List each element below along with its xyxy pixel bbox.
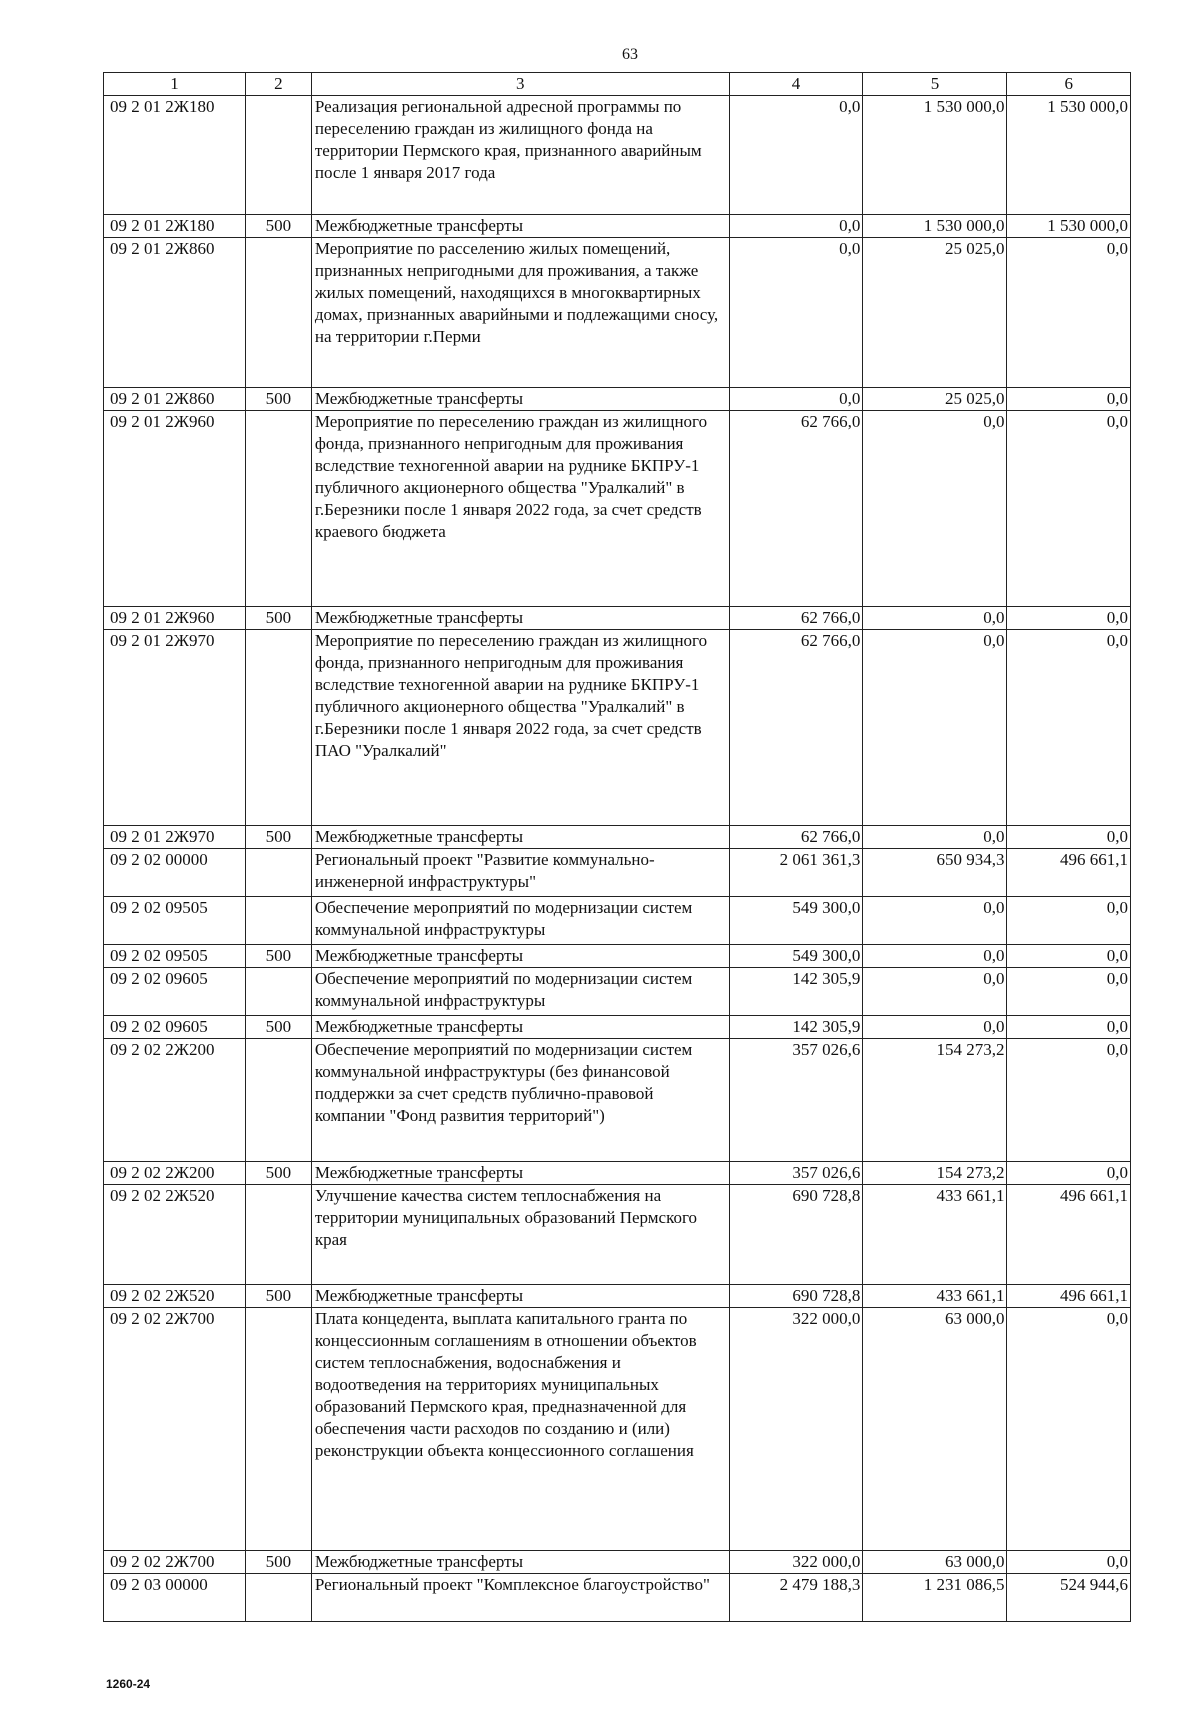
cell-description: Мероприятие по расселению жилых помещений, признанных непригодными для проживания, а также жилых помещений, находящихся в многоквартирных домах, признанных аварийными и подлежащими сносу, на территории г.Перми [311, 238, 729, 388]
cell-amount-col5: 0,0 [863, 968, 1007, 1016]
cell-amount-col5: 0,0 [863, 945, 1007, 968]
cell-amount-col4: 62 766,0 [729, 607, 863, 630]
table-row [104, 968, 1131, 1016]
cell-amount-col6: 0,0 [1007, 968, 1131, 1016]
cell-classification-code: 09 2 02 09605 [104, 1016, 246, 1039]
table-row [104, 1185, 1131, 1285]
header-col-2: 2 [246, 73, 312, 96]
cell-amount-col6: 0,0 [1007, 1551, 1131, 1574]
table-row [104, 1039, 1131, 1162]
page-number: 63 [622, 46, 638, 63]
cell-description: Региональный проект "Развитие коммунально-инженерной инфраструктуры" [311, 849, 729, 897]
cell-classification-code: 09 2 02 09605 [104, 968, 246, 1016]
cell-amount-col6: 496 661,1 [1007, 1185, 1131, 1285]
cell-amount-col5: 0,0 [863, 1016, 1007, 1039]
cell-description: Реализация региональной адресной программы по переселению граждан из жилищного фонда на территории Пермского края, признанного аварийным после 1 января 2017 года [311, 96, 729, 215]
header-col-3: 3 [311, 73, 729, 96]
cell-amount-col6: 524 944,6 [1007, 1574, 1131, 1622]
cell-amount-col4: 62 766,0 [729, 411, 863, 607]
cell-expense-type: 500 [246, 945, 312, 968]
cell-expense-type [246, 96, 312, 215]
cell-classification-code: 09 2 01 2Ж860 [104, 388, 246, 411]
cell-classification-code: 09 2 02 2Ж520 [104, 1185, 246, 1285]
cell-amount-col6: 0,0 [1007, 1162, 1131, 1185]
cell-amount-col5: 0,0 [863, 630, 1007, 826]
cell-expense-type: 500 [246, 1162, 312, 1185]
cell-description: Межбюджетные трансферты [311, 1551, 729, 1574]
cell-amount-col5: 1 231 086,5 [863, 1574, 1007, 1622]
cell-amount-col5: 63 000,0 [863, 1308, 1007, 1551]
cell-amount-col5: 650 934,3 [863, 849, 1007, 897]
cell-amount-col6: 496 661,1 [1007, 849, 1131, 897]
cell-amount-col4: 357 026,6 [729, 1162, 863, 1185]
cell-amount-col6: 0,0 [1007, 238, 1131, 388]
cell-amount-col4: 690 728,8 [729, 1285, 863, 1308]
cell-amount-col5: 0,0 [863, 411, 1007, 607]
cell-amount-col4: 2 061 361,3 [729, 849, 863, 897]
cell-amount-col5: 154 273,2 [863, 1162, 1007, 1185]
header-row [104, 73, 1131, 96]
table-row [104, 1162, 1131, 1185]
cell-amount-col6: 0,0 [1007, 630, 1131, 826]
cell-amount-col5: 0,0 [863, 826, 1007, 849]
cell-amount-col5: 0,0 [863, 607, 1007, 630]
cell-description: Региональный проект "Комплексное благоустройство" [311, 1574, 729, 1622]
cell-amount-col4: 549 300,0 [729, 945, 863, 968]
cell-expense-type [246, 411, 312, 607]
cell-description: Мероприятие по переселению граждан из жилищного фонда, признанного непригодным для проживания вследствие техногенной аварии на руднике БКПРУ-1 публичного акционерного общества "Уралкалий" в г.Березники после 1 января 2022 года, за счет средств ПАО "Уралкалий" [311, 630, 729, 826]
table-row [104, 215, 1131, 238]
table-row [104, 238, 1131, 388]
cell-expense-type: 500 [246, 1285, 312, 1308]
cell-expense-type [246, 1574, 312, 1622]
cell-classification-code: 09 2 01 2Ж180 [104, 96, 246, 215]
cell-amount-col4: 62 766,0 [729, 826, 863, 849]
cell-amount-col5: 433 661,1 [863, 1285, 1007, 1308]
cell-classification-code: 09 2 02 2Ж700 [104, 1308, 246, 1551]
cell-amount-col4: 142 305,9 [729, 1016, 863, 1039]
cell-classification-code: 09 2 02 09505 [104, 897, 246, 945]
cell-description: Межбюджетные трансферты [311, 1016, 729, 1039]
table-row [104, 826, 1131, 849]
cell-expense-type: 500 [246, 388, 312, 411]
cell-amount-col5: 1 530 000,0 [863, 215, 1007, 238]
cell-expense-type [246, 1308, 312, 1551]
table-row [104, 897, 1131, 945]
table-body [104, 96, 1131, 1622]
cell-amount-col4: 322 000,0 [729, 1308, 863, 1551]
cell-expense-type [246, 1185, 312, 1285]
cell-amount-col6: 0,0 [1007, 388, 1131, 411]
cell-classification-code: 09 2 01 2Ж860 [104, 238, 246, 388]
table-row [104, 96, 1131, 215]
cell-amount-col6: 0,0 [1007, 1308, 1131, 1551]
cell-amount-col5: 154 273,2 [863, 1039, 1007, 1162]
cell-description: Межбюджетные трансферты [311, 1162, 729, 1185]
cell-amount-col4: 0,0 [729, 215, 863, 238]
cell-amount-col5: 433 661,1 [863, 1185, 1007, 1285]
cell-description: Межбюджетные трансферты [311, 1285, 729, 1308]
cell-expense-type: 500 [246, 1016, 312, 1039]
cell-classification-code: 09 2 02 09505 [104, 945, 246, 968]
cell-amount-col5: 63 000,0 [863, 1551, 1007, 1574]
cell-description: Межбюджетные трансферты [311, 215, 729, 238]
cell-amount-col6: 496 661,1 [1007, 1285, 1131, 1308]
cell-amount-col4: 0,0 [729, 238, 863, 388]
cell-amount-col4: 690 728,8 [729, 1185, 863, 1285]
table-row [104, 411, 1131, 607]
table-row [104, 849, 1131, 897]
table-row [104, 630, 1131, 826]
cell-amount-col4: 62 766,0 [729, 630, 863, 826]
cell-description: Межбюджетные трансферты [311, 607, 729, 630]
cell-description: Улучшение качества систем теплоснабжения на территории муниципальных образований Пермского края [311, 1185, 729, 1285]
cell-amount-col4: 142 305,9 [729, 968, 863, 1016]
cell-amount-col6: 0,0 [1007, 897, 1131, 945]
cell-classification-code: 09 2 01 2Ж970 [104, 630, 246, 826]
cell-amount-col5: 25 025,0 [863, 238, 1007, 388]
budget-table [103, 72, 1131, 1622]
header-col-5: 5 [863, 73, 1007, 96]
cell-description: Межбюджетные трансферты [311, 826, 729, 849]
cell-classification-code: 09 2 02 2Ж520 [104, 1285, 246, 1308]
cell-classification-code: 09 2 01 2Ж180 [104, 215, 246, 238]
cell-expense-type: 500 [246, 826, 312, 849]
cell-expense-type: 500 [246, 215, 312, 238]
table-row [104, 945, 1131, 968]
cell-amount-col4: 322 000,0 [729, 1551, 863, 1574]
header-col-6: 6 [1007, 73, 1131, 96]
cell-description: Межбюджетные трансферты [311, 945, 729, 968]
cell-classification-code: 09 2 01 2Ж960 [104, 411, 246, 607]
cell-amount-col6: 0,0 [1007, 826, 1131, 849]
table-row [104, 1574, 1131, 1622]
cell-amount-col4: 0,0 [729, 388, 863, 411]
cell-amount-col6: 0,0 [1007, 1016, 1131, 1039]
cell-expense-type: 500 [246, 1551, 312, 1574]
table-row [104, 607, 1131, 630]
table-row [104, 1016, 1131, 1039]
table-row [104, 1551, 1131, 1574]
cell-amount-col6: 0,0 [1007, 607, 1131, 630]
cell-amount-col6: 0,0 [1007, 411, 1131, 607]
cell-amount-col4: 549 300,0 [729, 897, 863, 945]
table-row [104, 388, 1131, 411]
cell-description: Плата концедента, выплата капитального гранта по концессионным соглашениям в отношении объектов систем теплоснабжения, водоснабжения и водоотведения на территориях муниципальных образований Пермского края, предназначенной для обеспечения части расходов по созданию и (или) реконструкции объекта концессионного соглашения [311, 1308, 729, 1551]
cell-description: Обеспечение мероприятий по модернизации систем коммунальной инфраструктуры [311, 968, 729, 1016]
cell-classification-code: 09 2 02 2Ж700 [104, 1551, 246, 1574]
cell-description: Мероприятие по переселению граждан из жилищного фонда, признанного непригодным для проживания вследствие техногенной аварии на руднике БКПРУ-1 публичного акционерного общества "Уралкалий" в г.Березники после 1 января 2022 года, за счет средств краевого бюджета [311, 411, 729, 607]
table-row [104, 1285, 1131, 1308]
cell-amount-col6: 0,0 [1007, 1039, 1131, 1162]
cell-amount-col5: 1 530 000,0 [863, 96, 1007, 215]
cell-classification-code: 09 2 01 2Ж970 [104, 826, 246, 849]
table-row [104, 1308, 1131, 1551]
cell-description: Обеспечение мероприятий по модернизации систем коммунальной инфраструктуры (без финансовой поддержки за счет средств публично-правовой компании "Фонд развития территорий") [311, 1039, 729, 1162]
cell-amount-col6: 0,0 [1007, 945, 1131, 968]
header-col-4: 4 [729, 73, 863, 96]
cell-classification-code: 09 2 03 00000 [104, 1574, 246, 1622]
cell-classification-code: 09 2 02 2Ж200 [104, 1162, 246, 1185]
cell-expense-type [246, 238, 312, 388]
footer-document-code: 1260-24 [106, 1677, 151, 1691]
cell-description: Межбюджетные трансферты [311, 388, 729, 411]
cell-amount-col5: 25 025,0 [863, 388, 1007, 411]
cell-amount-col5: 0,0 [863, 897, 1007, 945]
cell-classification-code: 09 2 02 00000 [104, 849, 246, 897]
cell-amount-col4: 2 479 188,3 [729, 1574, 863, 1622]
cell-amount-col6: 1 530 000,0 [1007, 96, 1131, 215]
header-col-1: 1 [104, 73, 246, 96]
cell-expense-type [246, 849, 312, 897]
cell-expense-type [246, 1039, 312, 1162]
cell-expense-type [246, 897, 312, 945]
cell-amount-col4: 0,0 [729, 96, 863, 215]
cell-description: Обеспечение мероприятий по модернизации систем коммунальной инфраструктуры [311, 897, 729, 945]
cell-amount-col6: 1 530 000,0 [1007, 215, 1131, 238]
cell-classification-code: 09 2 01 2Ж960 [104, 607, 246, 630]
cell-classification-code: 09 2 02 2Ж200 [104, 1039, 246, 1162]
cell-expense-type [246, 968, 312, 1016]
cell-amount-col4: 357 026,6 [729, 1039, 863, 1162]
cell-expense-type [246, 630, 312, 826]
cell-expense-type: 500 [246, 607, 312, 630]
